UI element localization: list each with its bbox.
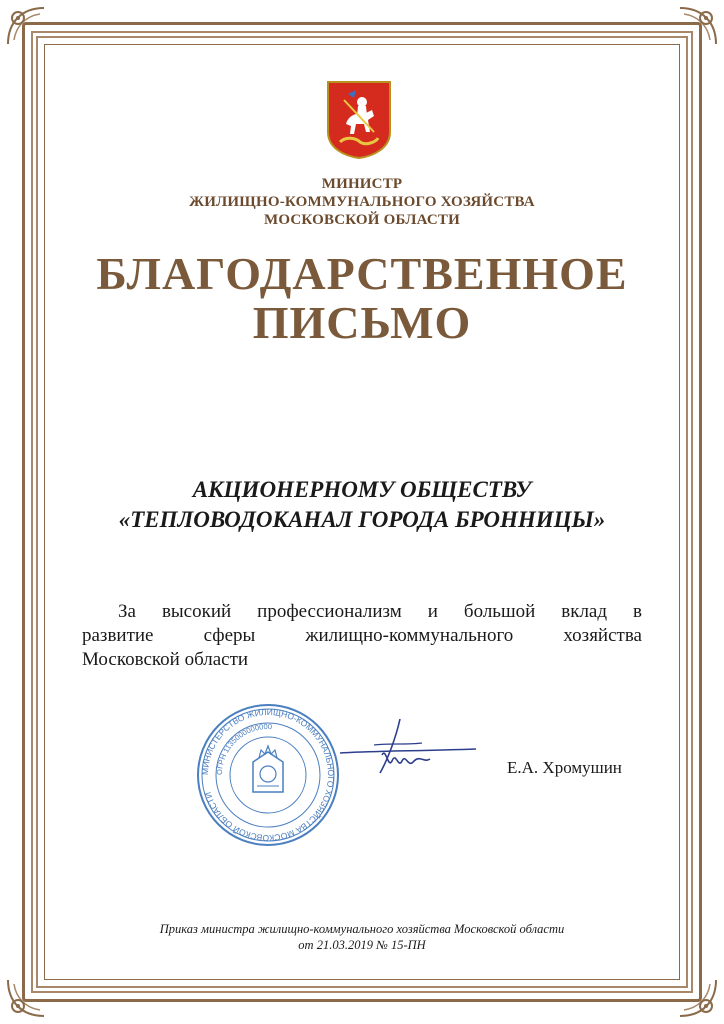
ministry-heading-line: МИНИСТР: [321, 176, 403, 192]
document-title: БЛАГОДАРСТВЕННОЕ: [96, 248, 628, 299]
recipient-line: АКЦИОНЕРНОМУ ОБЩЕСТВУ: [192, 477, 532, 502]
ministry-heading-line: МОСКОВСКОЙ ОБЛАСТИ: [263, 212, 460, 228]
corner-ornament-icon: [4, 974, 50, 1020]
stamp-inner-text: ОГРН 1135000000000: [214, 721, 273, 776]
corner-ornament-icon: [674, 974, 720, 1020]
body-text-line: За высокий профессионализм и большой вклад в: [118, 601, 642, 622]
corner-ornament-icon: [674, 4, 720, 50]
order-reference-date: от 21.03.2019 № 15-ПН: [298, 938, 426, 952]
document-title: ПИСЬМО: [252, 297, 472, 348]
signature-icon: [330, 715, 480, 785]
signer-name: Е.А. Хромушин: [507, 758, 622, 777]
recipient-line: «ТЕПЛОВОДОКАНАЛ ГОРОДА БРОННИЦЫ»: [118, 507, 606, 532]
stamp-outer-text: МИНИСТЕРСТВО ЖИЛИЩНО-КОММУНАЛЬНОГО ХОЗЯЙСТВА МОСКОВСКОЙ ОБЛАСТИ: [199, 706, 337, 844]
ministry-heading-line: ЖИЛИЩНО-КОММУНАЛЬНОГО ХОЗЯЙСТВА: [189, 194, 535, 210]
official-stamp-icon: [193, 700, 343, 850]
order-reference-line: Приказ министра жилищно-коммунального хозяйства Московской области: [159, 922, 565, 936]
moscow-oblast-coat-of-arms-icon: [326, 80, 392, 160]
body-text-line: развитие сферы жилищно-коммунального хозяйства: [82, 625, 642, 646]
body-text-line: Московской области: [82, 649, 249, 670]
corner-ornament-icon: [4, 4, 50, 50]
